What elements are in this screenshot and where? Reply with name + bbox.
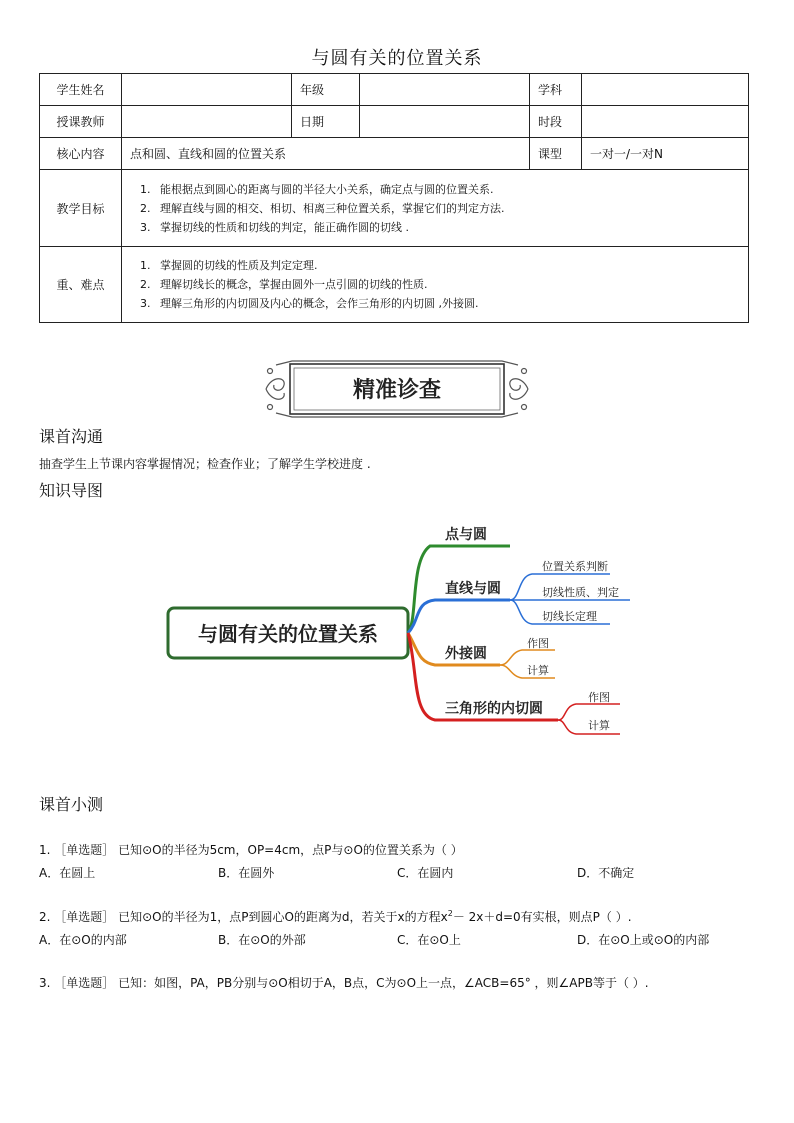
child-label: 切线性质、判定 — [542, 586, 619, 599]
lesson-type-value: 一对一/一对N — [582, 138, 749, 170]
goal-item: 1. 能根据点到圆心的距离与圆的半径大小关系，确定点与圆的位置关系. — [154, 180, 740, 199]
branch-label: 外接圆 — [445, 646, 487, 662]
question-2-text — [39, 908, 632, 925]
section-banner — [262, 355, 532, 423]
question-2-exponent: 2 — [447, 909, 453, 918]
question-1-option[interactable]: A．在圆上 — [39, 866, 96, 880]
section-quiz-title: 课首小测 — [39, 795, 104, 814]
goals-cell — [122, 170, 749, 247]
lesson-info-table — [39, 73, 749, 323]
branch-label: 三角形的内切圆 — [445, 701, 543, 717]
child-label: 切线长定理 — [542, 610, 597, 623]
knowledge-mindmap — [160, 510, 640, 750]
child-line — [558, 704, 620, 720]
subject-value[interactable] — [582, 74, 749, 106]
document-title: 与圆有关的位置关系 — [311, 48, 483, 69]
period-value[interactable] — [582, 106, 749, 138]
question-1-option[interactable]: C．在圆内 — [397, 866, 454, 880]
question-2-text-pre: 2. ［单选题］ 已知⊙O的半径为1，点P到圆心O的距离为d，若关于x的方程x — [39, 910, 448, 924]
student-name-value[interactable] — [122, 74, 292, 106]
section-map-title: 知识导图 — [39, 481, 104, 500]
key-point-item: 2. 理解切线长的概念，掌握由圆外一点引圆的切线的性质. — [154, 275, 740, 294]
branch-line — [408, 600, 510, 633]
teacher-label: 授课教师 — [40, 106, 122, 138]
branch-label: 直线与圆 — [445, 581, 501, 597]
question-3-text: 3. ［单选题］ 已知：如图，PA，PB分别与⊙O相切于A，B点，C为⊙O上一点，∠ACB=65° ，则∠APB等于（ ）. — [39, 976, 649, 990]
key-points-cell — [122, 247, 749, 323]
date-value[interactable] — [360, 106, 530, 138]
child-line — [500, 650, 555, 665]
teacher-value[interactable] — [122, 106, 292, 138]
question-2-text-post: － 2x＋d=0有实根，则点P（ ）. — [452, 910, 632, 924]
lesson-type-label: 课型 — [530, 138, 582, 170]
question-1-text: 1. ［单选题］ 已知⊙O的半径为5cm，OP=4cm，点P与⊙O的位置关系为（ ） — [39, 843, 463, 857]
student-name-label: 学生姓名 — [40, 74, 122, 106]
child-label: 计算 — [527, 664, 549, 677]
subject-label: 学科 — [530, 74, 582, 106]
goals-label: 教学目标 — [40, 170, 122, 247]
branch-label: 点与圆 — [445, 527, 487, 543]
child-label: 计算 — [588, 719, 610, 732]
question-1-option[interactable]: D．不确定 — [577, 866, 635, 880]
child-label: 作图 — [588, 691, 610, 704]
mindmap-root-label: 与圆有关的位置关系 — [198, 622, 378, 646]
core-content-label: 核心内容 — [40, 138, 122, 170]
goal-item: 2. 理解直线与圆的相交、相切、相离三种位置关系，掌握它们的判定方法. — [154, 199, 740, 218]
question-2-option[interactable]: B．在⊙O的外部 — [218, 933, 306, 947]
key-points-list — [130, 256, 740, 313]
key-points-label: 重、难点 — [40, 247, 122, 323]
section-comm-title: 课首沟通 — [39, 427, 104, 446]
goal-item: 3. 掌握切线的性质和切线的判定，能正确作圆的切线 . — [154, 218, 740, 237]
grade-label: 年级 — [292, 74, 360, 106]
question-2-option[interactable]: A．在⊙O的内部 — [39, 933, 127, 947]
key-point-item: 1. 掌握圆的切线的性质及判定定理. — [154, 256, 740, 275]
banner-title: 精准诊查 — [352, 377, 442, 403]
section-comm-text: 抽查学生上节课内容掌握情况；检查作业；了解学生学校进度 . — [39, 457, 371, 471]
period-label: 时段 — [530, 106, 582, 138]
date-label: 日期 — [292, 106, 360, 138]
child-label: 作图 — [527, 637, 549, 650]
grade-value[interactable] — [360, 74, 530, 106]
question-2-option[interactable]: C．在⊙O上 — [397, 933, 461, 947]
goals-list — [130, 180, 740, 237]
question-1-option[interactable]: B．在圆外 — [218, 866, 275, 880]
question-2-option[interactable]: D．在⊙O上或⊙O的内部 — [577, 933, 710, 947]
key-point-item: 3. 理解三角形的内切圆及内心的概念，会作三角形的内切圆 ,外接圆. — [154, 294, 740, 313]
core-content-value: 点和圆、直线和圆的位置关系 — [122, 138, 530, 170]
child-label: 位置关系判断 — [542, 560, 608, 573]
